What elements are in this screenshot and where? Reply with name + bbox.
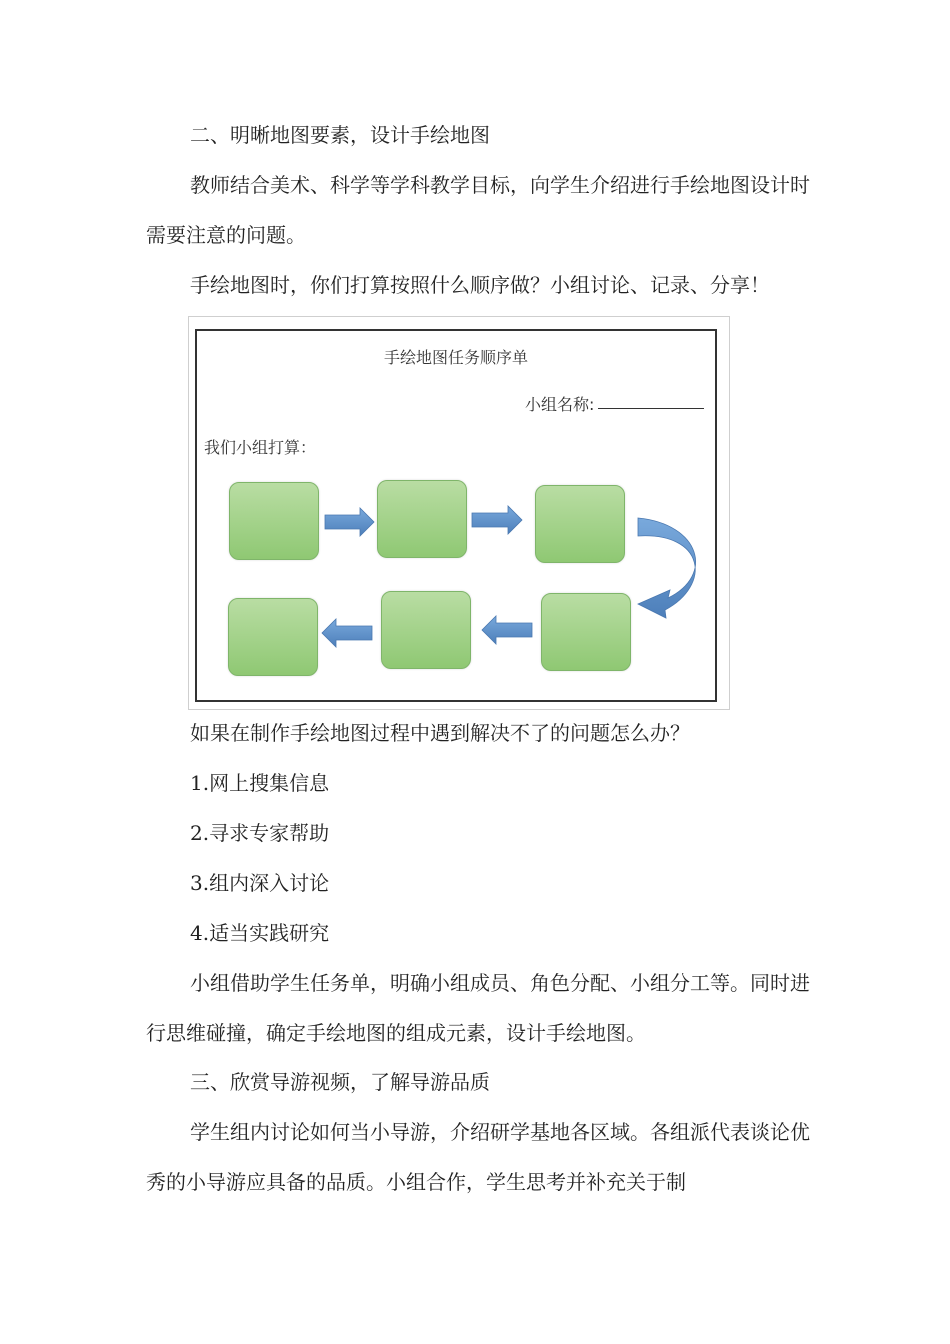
step-box-2	[377, 480, 467, 558]
list-item: 3.组内深入讨论	[190, 871, 330, 895]
step-box-1	[229, 482, 319, 560]
list-item: 1.网上搜集信息	[190, 771, 330, 795]
step-box-6	[228, 598, 318, 676]
list-item: 2.寻求专家帮助	[190, 821, 330, 845]
list-item: 4.适当实践研究	[190, 921, 330, 945]
paragraph-question: 手绘地图时，你们打算按照什么顺序做？小组讨论、记录、分享！	[190, 273, 770, 297]
paragraph-intro: 教师结合美术、科学等学科教学目标，向学生介绍进行手绘地图设计时需要注意的问题。	[146, 173, 810, 247]
paragraph-problem: 如果在制作手绘地图过程中遇到解决不了的问题怎么办？	[190, 721, 690, 745]
section3-heading: 三、欣赏导游视频，了解导游品质	[190, 1070, 490, 1094]
group-name-blank	[598, 408, 704, 409]
figure-title: 手绘地图任务顺序单	[383, 348, 528, 367]
section2-heading: 二、明晰地图要素，设计手绘地图	[190, 123, 490, 147]
step-box-3	[535, 485, 625, 563]
plan-label: 我们小组打算：	[204, 438, 317, 457]
paragraph-guide: 学生组内讨论如何当小导游，介绍研学基地各区域。各组派代表谈论优秀的小导游应具备的品质。小组合作，学生思考并补充关于制	[146, 1120, 810, 1194]
step-box-5	[381, 591, 471, 669]
group-name-label: 小组名称:	[525, 395, 595, 414]
paragraph-groupwork: 小组借助学生任务单，明确小组成员、角色分配、小组分工等。同时进行思维碰撞，确定手绘地图的组成元素，设计手绘地图。	[146, 971, 810, 1045]
step-box-4	[541, 593, 631, 671]
